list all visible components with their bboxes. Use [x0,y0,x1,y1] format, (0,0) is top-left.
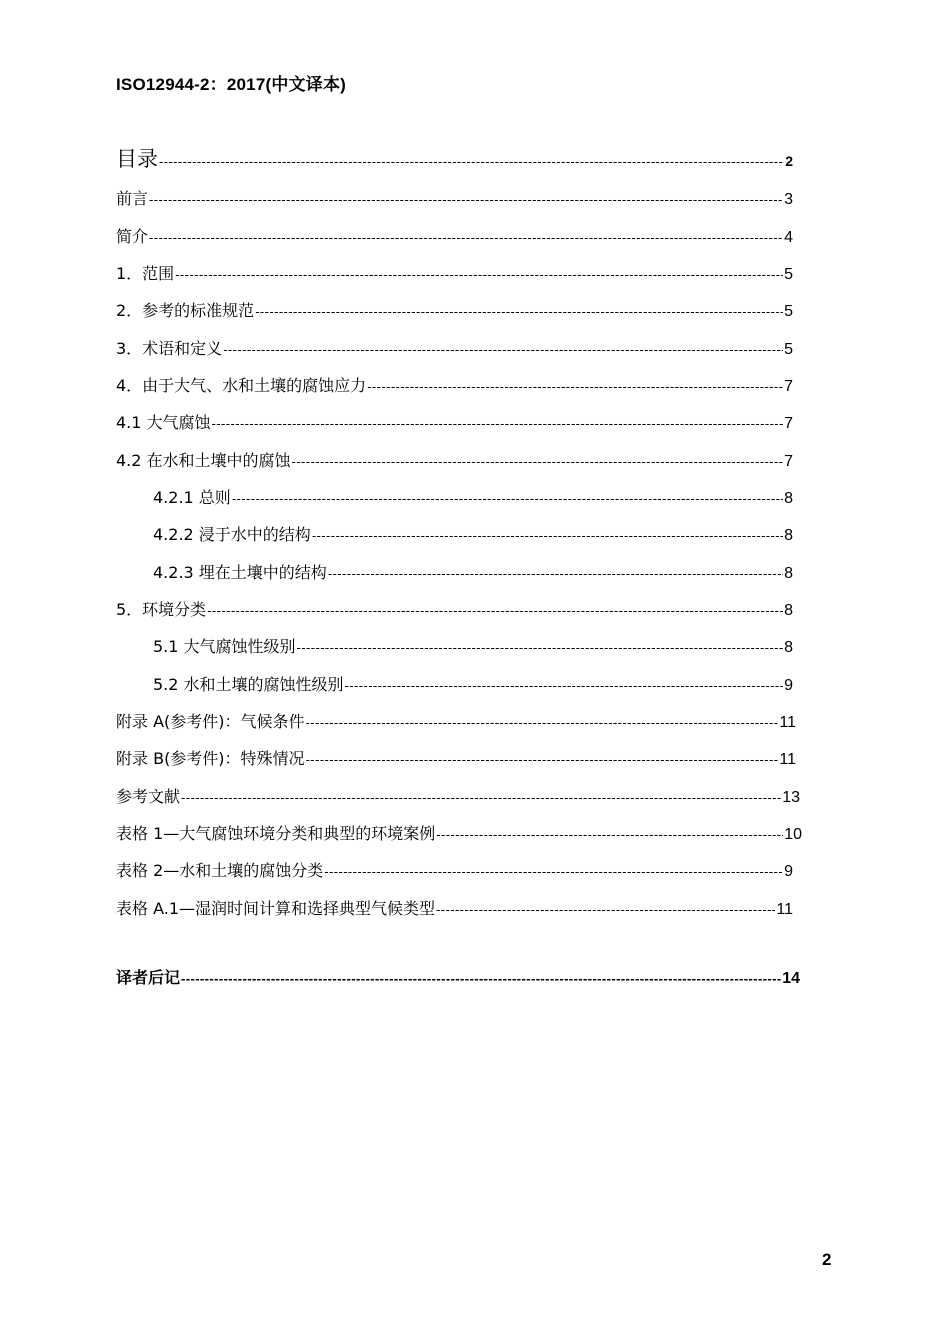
document-header: ISO12944-2：2017(中文译本) [116,75,347,94]
toc-leader [255,299,783,325]
toc-entry-annex-b[interactable] [116,746,796,772]
toc-entry-table-1[interactable] [116,821,802,847]
toc-leader [212,411,784,437]
toc-leader [207,598,783,624]
toc-entry-title: 4.2.3 埋在土壤中的结构 [153,563,327,582]
toc-entry-introduction[interactable] [116,224,793,250]
toc-leader [149,225,783,251]
toc-leader [436,897,775,923]
toc-entry-page: 9 [784,863,793,880]
toc-entry-scope[interactable] [116,261,793,287]
toc-entry-bibliography[interactable] [116,784,800,810]
toc-entry-page: 8 [784,490,793,507]
toc-leader [324,859,783,885]
toc-leader [232,486,783,512]
toc-entry-table-a1[interactable] [116,896,793,922]
toc-heading[interactable] [116,146,793,172]
toc-heading-title: 目录 [116,147,158,171]
toc-entry-page: 11 [779,714,796,731]
toc-leader [181,785,781,811]
toc-entry-foreword[interactable] [116,186,793,212]
toc-entry-page: 13 [782,789,800,806]
toc-entry-title: 5．环境分类 [116,600,207,619]
toc-entry-buried-structures[interactable] [153,560,793,586]
toc-entry-title: 译者后记 [116,968,181,987]
toc-entry-page: 5 [784,341,793,358]
toc-entry-title: 4.2.2 浸于水中的结构 [153,525,311,544]
toc-entry-afterword[interactable] [116,965,800,991]
toc-entry-corrosion-stress[interactable] [116,373,793,399]
toc-entry-title: 表格 2—水和土壤的腐蚀分类 [116,861,324,880]
toc-entry-title: 简介 [116,227,149,246]
toc-entry-page: 9 [784,677,793,694]
toc-entry-water-soil-corrosivity[interactable] [153,672,793,698]
toc-entry-page: 7 [784,453,793,470]
toc-entry-title: 2．参考的标准规范 [116,301,255,320]
toc-leader [367,374,783,400]
toc-leader [436,822,783,848]
toc-entry-title: 4.1 大气腐蚀 [116,413,211,432]
toc-leader [159,149,784,175]
toc-leader [175,262,783,288]
toc-leader [306,710,779,736]
toc-entry-title: 4.2 在水和土壤中的腐蚀 [116,451,291,470]
toc-entry-page: 7 [784,415,793,432]
toc-entry-page: 11 [779,751,796,768]
toc-entry-terms-definitions[interactable] [116,336,793,362]
toc-entry-atmospheric-corrosivity[interactable] [153,634,793,660]
toc-entry-title: 表格 1—大气腐蚀环境分类和典型的环境案例 [116,824,436,843]
toc-entry-title: 参考文献 [116,787,181,806]
toc-entry-table-2[interactable] [116,858,793,884]
toc-entry-title: 1．范围 [116,264,175,283]
toc-entry-environment-classification[interactable] [116,597,793,623]
toc-entry-page: 5 [784,303,793,320]
toc-entry-title: 5.2 水和土壤的腐蚀性级别 [153,675,344,694]
toc-entry-page: 7 [784,378,793,395]
toc-leader [223,337,783,363]
toc-entry-page: 3 [784,191,793,208]
toc-entry-page: 10 [784,826,802,843]
toc-entry-title: 附录 B(参考件)：特殊情况 [116,749,305,768]
toc-leader [312,523,783,549]
toc-leader [345,673,784,699]
toc-entry-normative-references[interactable] [116,298,793,324]
page-number: 2 [822,1250,832,1269]
toc-heading-page: 2 [785,153,793,169]
toc-entry-general[interactable] [153,485,793,511]
toc-entry-title: 3．术语和定义 [116,339,223,358]
toc-leader [297,635,784,661]
toc-entry-page: 8 [784,639,793,656]
toc-entry-page: 11 [776,901,793,918]
toc-entry-title: 5.1 大气腐蚀性级别 [153,637,296,656]
toc-entry-title: 4.2.1 总则 [153,488,231,507]
toc-entry-page: 4 [784,229,793,246]
toc-entry-title: 附录 A(参考件)：气候条件 [116,712,305,731]
toc-entry-title: 表格 A.1—湿润时间计算和选择典型气候类型 [116,899,436,918]
toc-leader [149,187,783,213]
toc-entry-page: 14 [782,970,800,987]
toc-entry-atmospheric-corrosion[interactable] [116,410,793,436]
toc-entry-annex-a[interactable] [116,709,796,735]
toc-leader [292,449,784,475]
toc-leader [306,747,779,773]
toc-entry-water-soil-corrosion[interactable] [116,448,793,474]
toc-entry-page: 8 [784,565,793,582]
toc-entry-immersed-structures[interactable] [153,522,793,548]
toc-entry-title: 前言 [116,189,149,208]
toc-entry-page: 8 [784,602,793,619]
toc-leader [181,966,781,992]
toc-leader [328,561,783,587]
toc-entry-page: 5 [784,266,793,283]
toc-entry-title: 4．由于大气、水和土壤的腐蚀应力 [116,376,367,395]
toc-entry-page: 8 [784,527,793,544]
